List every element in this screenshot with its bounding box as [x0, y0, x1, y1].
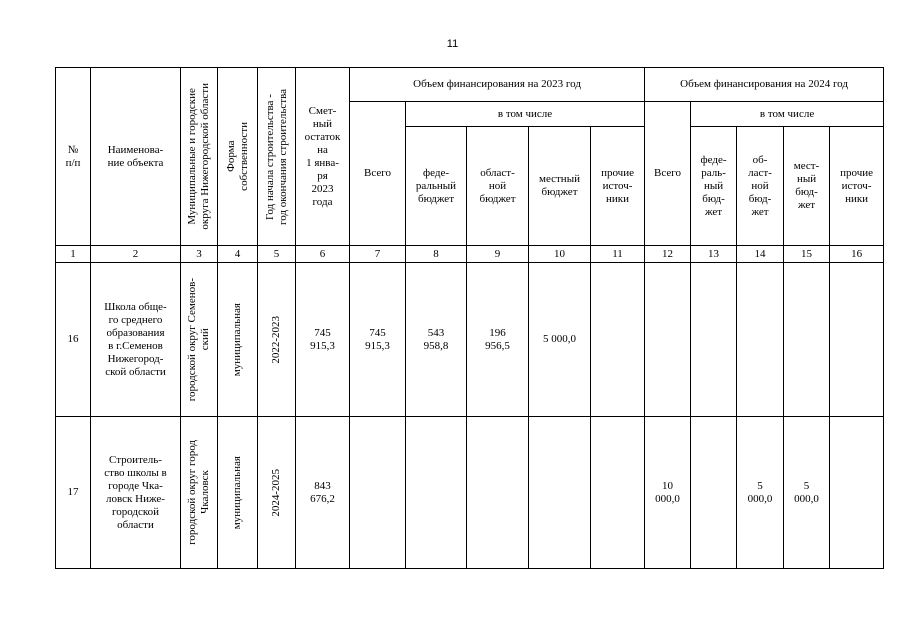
header-local-2024: мест- ный бюд- жет — [784, 127, 830, 246]
other-2023 — [591, 417, 645, 569]
estimate-balance: 843 676,2 — [296, 417, 350, 569]
ownership: муниципальная — [218, 263, 258, 417]
table-row — [56, 263, 884, 417]
federal-2023 — [406, 417, 467, 569]
header-federal-2024: феде- раль- ный бюд- жет — [691, 127, 737, 246]
object-name: Школа обще- го среднего образования в г.Семенов Нижегород- ской области — [91, 263, 181, 417]
construction-years: 2024-2025 — [258, 417, 296, 569]
header-construction-years: Год начала строительства - год окончания строительства — [258, 68, 296, 246]
total-2023 — [350, 417, 406, 569]
header-municipality: Муниципальные и городские округа Нижегородской области — [181, 68, 218, 246]
local-2024: 5 000,0 — [784, 417, 830, 569]
municipality: городской округ город Чкаловск — [181, 417, 218, 569]
total-2024: 10 000,0 — [645, 417, 691, 569]
column-number: 5 — [258, 246, 296, 263]
column-number: 16 — [830, 246, 884, 263]
header-estimate-balance: Смет- ный остаток на 1 янва- ря 2023 года — [296, 68, 350, 246]
federal-2024 — [691, 263, 737, 417]
header-including-2023: в том числе — [406, 102, 645, 127]
column-number: 11 — [591, 246, 645, 263]
header-including-2024: в том числе — [691, 102, 884, 127]
header-funding-2023: Объем финансирования на 2023 год — [350, 68, 645, 102]
total-2024 — [645, 263, 691, 417]
column-number: 2 — [91, 246, 181, 263]
other-2023 — [591, 263, 645, 417]
header-funding-2024: Объем финансирования на 2024 год — [645, 68, 884, 102]
federal-2023: 543 958,8 — [406, 263, 467, 417]
local-2023: 5 000,0 — [529, 263, 591, 417]
header-regional-2023: област- ной бюджет — [467, 127, 529, 246]
column-number: 8 — [406, 246, 467, 263]
construction-years: 2022-2023 — [258, 263, 296, 417]
row-num: 16 — [56, 263, 91, 417]
regional-2024: 5 000,0 — [737, 417, 784, 569]
regional-2023 — [467, 417, 529, 569]
header-total-2024: Всего — [645, 102, 691, 246]
column-number: 12 — [645, 246, 691, 263]
column-number: 3 — [181, 246, 218, 263]
local-2024 — [784, 263, 830, 417]
column-number: 10 — [529, 246, 591, 263]
header-federal-2023: феде- ральный бюджет — [406, 127, 467, 246]
page-number: 11 — [446, 38, 459, 50]
column-number: 7 — [350, 246, 406, 263]
column-number: 1 — [56, 246, 91, 263]
header-object-name: Наименова- ние объекта — [91, 68, 181, 246]
column-number-row — [56, 246, 884, 263]
regional-2023: 196 956,5 — [467, 263, 529, 417]
table-row — [56, 417, 884, 569]
column-number: 6 — [296, 246, 350, 263]
header-local-2023: местный бюджет — [529, 127, 591, 246]
federal-2024 — [691, 417, 737, 569]
header-ownership: Форма собственности — [218, 68, 258, 246]
estimate-balance: 745 915,3 — [296, 263, 350, 417]
header-other-2023: прочие источ- ники — [591, 127, 645, 246]
construction-funding-table — [55, 67, 884, 569]
header-other-2024: прочие источ- ники — [830, 127, 884, 246]
ownership: муниципальная — [218, 417, 258, 569]
column-number: 15 — [784, 246, 830, 263]
municipality: городской округ Семенов- ский — [181, 263, 218, 417]
column-number: 14 — [737, 246, 784, 263]
header-num: № п/п — [56, 68, 91, 246]
column-number: 13 — [691, 246, 737, 263]
row-num: 17 — [56, 417, 91, 569]
column-number: 4 — [218, 246, 258, 263]
object-name: Строитель- ство школы в городе Чка- ловск Ниже- городской области — [91, 417, 181, 569]
other-2024 — [830, 263, 884, 417]
other-2024 — [830, 417, 884, 569]
header-regional-2024: об- ласт- ной бюд- жет — [737, 127, 784, 246]
local-2023 — [529, 417, 591, 569]
header-total-2023: Всего — [350, 102, 406, 246]
regional-2024 — [737, 263, 784, 417]
total-2023: 745 915,3 — [350, 263, 406, 417]
column-number: 9 — [467, 246, 529, 263]
